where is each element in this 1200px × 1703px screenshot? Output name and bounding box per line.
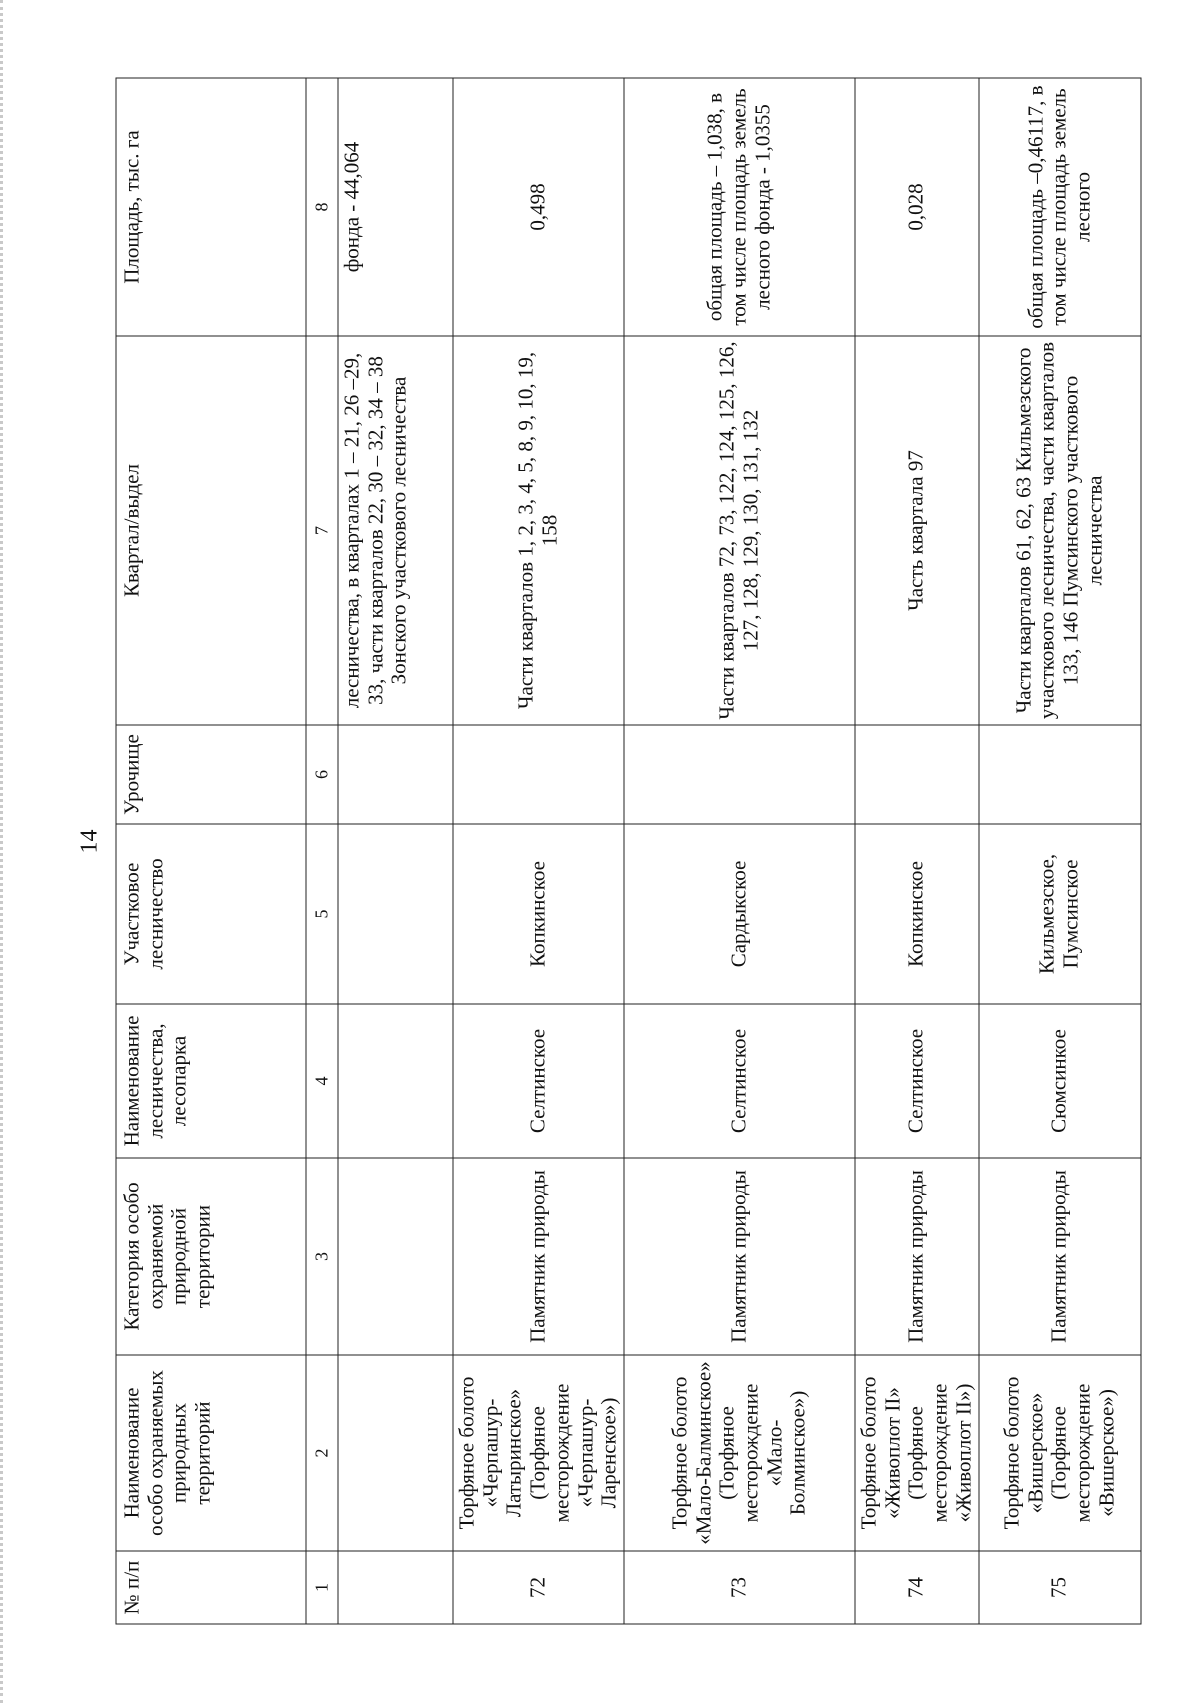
row-category: Памятник природы bbox=[453, 1158, 624, 1355]
rotated-table-wrapper bbox=[116, 79, 1119, 1625]
column-number: 1 bbox=[306, 1551, 338, 1624]
row-num: 73 bbox=[624, 1551, 855, 1624]
row-category: Памятник природы bbox=[979, 1158, 1141, 1355]
table-row bbox=[453, 78, 624, 1624]
row-num: 74 bbox=[855, 1551, 979, 1624]
header-cell: Наименование лесничества, лесопарка bbox=[116, 1004, 306, 1158]
column-number-row bbox=[306, 78, 338, 1624]
row-district: Кильмезское, Пумсинское bbox=[979, 824, 1141, 1004]
page-number: 14 bbox=[76, 829, 103, 854]
header-cell: Категория особо охраняемой природной территории bbox=[116, 1158, 306, 1355]
header-cell: Наименование особо охраняемых природных территорий bbox=[116, 1355, 306, 1551]
row-tract bbox=[855, 725, 979, 824]
row-tract bbox=[453, 725, 624, 824]
table-header-row bbox=[116, 78, 306, 1624]
row-forestry: Сюмсинкое bbox=[979, 1004, 1141, 1158]
row-quarter: лесничества, в кварталах 1 – 21, 26 –29, 33, части кварталов 22, 30 – 32, 34 – 38 Зонского участкового лесничества bbox=[338, 336, 453, 725]
row-area: общая площадь –0,46117, в том числе площадь земель лесного bbox=[979, 78, 1141, 336]
row-name: Торфяное болото «Вишерское» (Торфяное месторождение «Вишерское») bbox=[979, 1355, 1141, 1551]
header-cell: Урочище bbox=[116, 725, 306, 824]
row-district: Копкинское bbox=[453, 824, 624, 1004]
row-quarter: Часть квартала 97 bbox=[855, 336, 979, 725]
column-number: 3 bbox=[306, 1158, 338, 1355]
row-tract bbox=[624, 725, 855, 824]
row-category: Памятник природы bbox=[855, 1158, 979, 1355]
header-cell: Квартал/выдел bbox=[116, 336, 306, 725]
row-area: фонда - 44,064 bbox=[338, 78, 453, 336]
row-area: общая площадь – 1,038, в том числе площадь земель лесного фонда - 1,0355 bbox=[624, 78, 855, 336]
row-category bbox=[338, 1158, 453, 1355]
column-number: 5 bbox=[306, 824, 338, 1004]
row-num: 75 bbox=[979, 1551, 1141, 1624]
table-row bbox=[624, 78, 855, 1624]
column-number: 7 bbox=[306, 336, 338, 725]
header-cell: Площадь, тыс. га bbox=[116, 78, 306, 336]
table-row bbox=[979, 78, 1141, 1624]
header-cell: № п/п bbox=[116, 1551, 306, 1624]
protected-areas-table bbox=[116, 78, 1142, 1625]
row-name: Торфяное болото «Живоплот II» (Торфяное месторождение «Живоплот II») bbox=[855, 1355, 979, 1551]
header-cell: Участковое лесничество bbox=[116, 824, 306, 1004]
row-area: 0,028 bbox=[855, 78, 979, 336]
row-tract bbox=[979, 725, 1141, 824]
row-name bbox=[338, 1355, 453, 1551]
row-name: Торфяное болото «Черпашур-Латыринское» (Торфяное месторождение «Черпашур- Ларенское») bbox=[453, 1355, 624, 1551]
row-district bbox=[338, 824, 453, 1004]
row-quarter: Части кварталов 61, 62, 63 Кильмезского участкового лесничества, части кварталов 133, 146 Пумсинского участкового лесничества bbox=[979, 336, 1141, 725]
row-num bbox=[338, 1551, 453, 1624]
row-forestry: Селтинское bbox=[624, 1004, 855, 1158]
row-quarter: Части кварталов 1, 2, 3, 4, 5, 8, 9, 10, 19, 158 bbox=[453, 336, 624, 725]
table-row bbox=[338, 78, 453, 1624]
column-number: 8 bbox=[306, 78, 338, 336]
row-num: 72 bbox=[453, 1551, 624, 1624]
row-forestry: Селтинское bbox=[855, 1004, 979, 1158]
row-district: Копкинское bbox=[855, 824, 979, 1004]
row-forestry: Селтинское bbox=[453, 1004, 624, 1158]
row-forestry bbox=[338, 1004, 453, 1158]
row-quarter: Части кварталов 72, 73, 122, 124, 125, 126, 127, 128, 129, 130, 131, 132 bbox=[624, 336, 855, 725]
row-tract bbox=[338, 725, 453, 824]
row-category: Памятник природы bbox=[624, 1158, 855, 1355]
column-number: 2 bbox=[306, 1355, 338, 1551]
table-row bbox=[855, 78, 979, 1624]
column-number: 4 bbox=[306, 1004, 338, 1158]
row-area: 0,498 bbox=[453, 78, 624, 336]
column-number: 6 bbox=[306, 725, 338, 824]
row-district: Сардыкское bbox=[624, 824, 855, 1004]
row-name: Торфяное болото «Мало-Балминское» (Торфяное месторождение «Мало-Болминское») bbox=[624, 1355, 855, 1551]
